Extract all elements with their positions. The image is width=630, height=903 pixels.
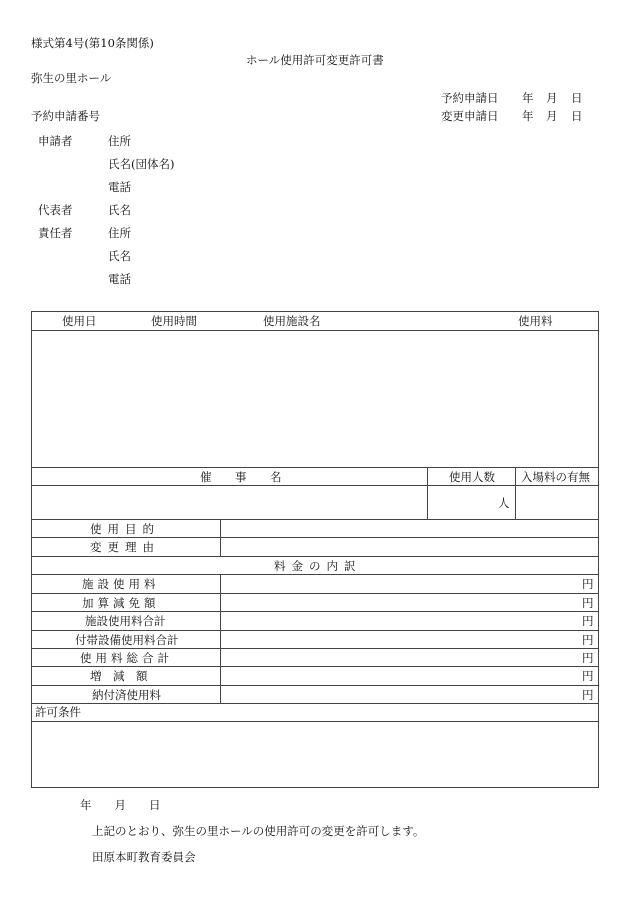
change-date-year: 年 <box>522 109 534 123</box>
fee-row-unit: 円 <box>582 596 594 610</box>
reservation-date-day: 日 <box>571 91 583 105</box>
divider <box>32 330 598 331</box>
reservation-date-month: 月 <box>546 91 558 105</box>
admission-label: 入場料の有無 <box>521 470 590 484</box>
addressee: 弥生の里ホール <box>31 71 112 85</box>
fee-row-unit: 円 <box>582 633 594 647</box>
fee-row-unit: 円 <box>582 651 594 665</box>
permission-statement: 上記のとおり、弥生の里ホールの使用許可の変更を許可します。 <box>92 824 425 838</box>
change-date-month: 月 <box>546 109 558 123</box>
fee-row-unit: 円 <box>582 614 594 628</box>
fee-row-label: 加算減免額 <box>82 596 160 610</box>
responsible-name-label: 氏名 <box>108 249 131 263</box>
fee-row-label: 付帯設備使用料合計 <box>75 633 179 647</box>
responsible-role: 責任者 <box>38 226 73 240</box>
reservation-date-label: 予約申請日 <box>441 91 499 105</box>
representative-name-label: 氏名 <box>108 203 131 217</box>
divider <box>32 537 598 538</box>
responsible-address-label: 住所 <box>108 226 131 240</box>
reservation-date-year: 年 <box>522 91 534 105</box>
fee-row-label: 増 減 額 <box>90 669 148 683</box>
fee-row-label: 使用料総合計 <box>80 651 173 665</box>
header-use-time: 使用時間 <box>151 314 197 328</box>
issuer: 田原本町教育委員会 <box>92 850 196 864</box>
divider <box>32 519 598 520</box>
divider <box>32 703 598 704</box>
representative-role: 代表者 <box>38 203 73 217</box>
fee-row-label: 納付済使用料 <box>92 688 161 702</box>
responsible-phone-label: 電話 <box>108 272 131 286</box>
divider <box>32 593 598 594</box>
event-name-label: 催 事 名 <box>200 470 288 484</box>
change-date-day: 日 <box>571 109 583 123</box>
applicant-role: 申請者 <box>38 134 73 148</box>
divider <box>32 685 598 686</box>
divider <box>32 485 598 486</box>
divider <box>32 630 598 631</box>
change-date-label: 変更申請日 <box>441 109 499 123</box>
fee-row-unit: 円 <box>582 688 594 702</box>
divider <box>32 574 598 575</box>
form-title: ホール使用許可変更許可書 <box>246 53 384 67</box>
form-number: 様式第4号(第10条関係) <box>31 36 154 50</box>
divider <box>427 467 428 519</box>
header-fee: 使用料 <box>518 314 553 328</box>
divider <box>32 721 598 722</box>
header-use-date: 使用日 <box>62 314 97 328</box>
divider <box>220 519 221 556</box>
divider <box>515 467 516 519</box>
person-unit: 人 <box>498 496 510 510</box>
applicant-name-label: 氏名(団体名) <box>108 157 175 171</box>
divider <box>32 648 598 649</box>
fee-row-unit: 円 <box>582 669 594 683</box>
divider <box>220 574 221 703</box>
divider <box>32 666 598 667</box>
fee-row-unit: 円 <box>582 577 594 591</box>
purpose-label: 使用目的 <box>90 522 160 536</box>
conditions-label: 許可条件 <box>35 705 81 719</box>
usage-table <box>31 311 599 788</box>
applicant-phone-label: 電話 <box>108 180 131 194</box>
divider <box>32 467 598 468</box>
breakdown-title: 料金の内訳 <box>274 559 362 573</box>
header-facility: 使用施設名 <box>263 314 321 328</box>
attendees-label: 使用人数 <box>449 470 495 484</box>
reason-label: 変更理由 <box>90 540 160 554</box>
applicant-address-label: 住所 <box>108 134 131 148</box>
issue-date: 年 月 日 <box>80 798 161 812</box>
fee-row-label: 施設使用料 <box>82 577 160 591</box>
reservation-number-label: 予約申請番号 <box>31 109 100 123</box>
fee-row-label: 施設使用料合計 <box>85 614 166 628</box>
divider <box>32 611 598 612</box>
divider <box>32 556 598 557</box>
